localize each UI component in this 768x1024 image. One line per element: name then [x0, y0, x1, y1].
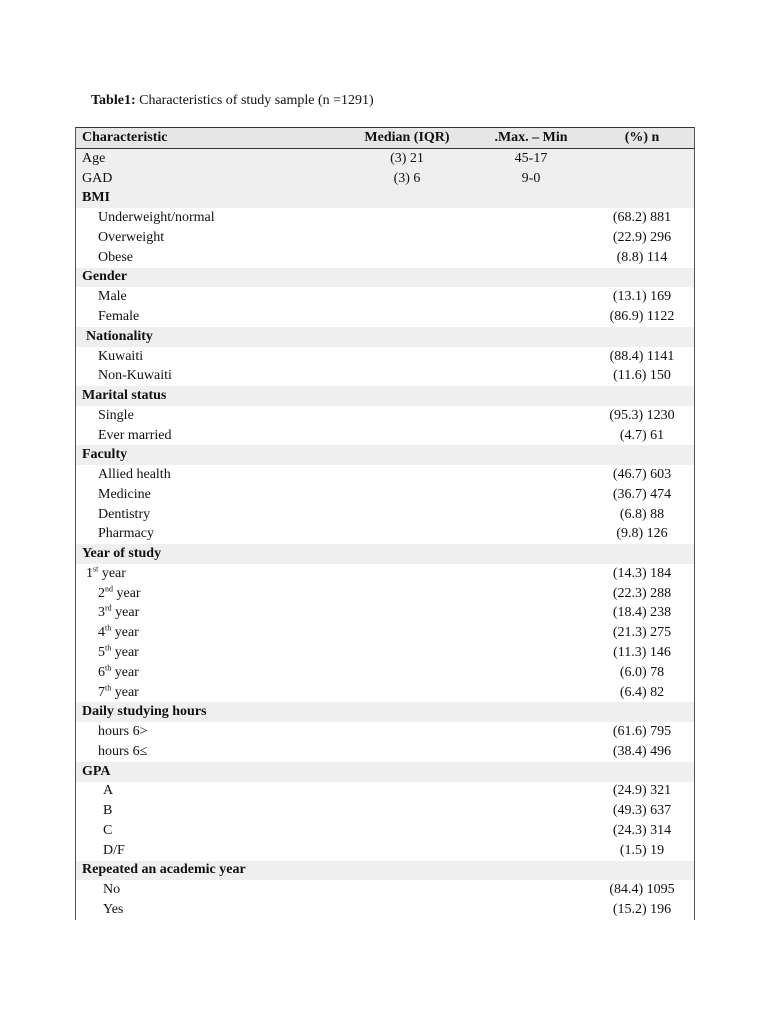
cell-percent: (21.3) 275: [612, 625, 672, 641]
cell-characteristic: Nationality: [86, 328, 153, 344]
table-group-row: [76, 327, 694, 347]
table-row: [76, 228, 694, 248]
cell-characteristic: [76, 566, 342, 582]
cell-percent: (11.3) 146: [613, 645, 671, 661]
cell-percent: (36.7) 474: [612, 486, 672, 502]
table-row: [76, 801, 694, 821]
cell-characteristic: C: [103, 822, 113, 838]
characteristics-table: [75, 127, 695, 920]
table-row: [76, 663, 694, 683]
cell-percent: (84.4) 1095: [609, 882, 675, 898]
table-row: [76, 880, 694, 900]
table-caption: [91, 93, 374, 109]
cell-characteristic: Ever married: [98, 427, 172, 443]
table-row: [76, 169, 694, 189]
table-caption-text: Characteristics of study sample (n =1291): [135, 93, 374, 108]
cell-characteristic: [76, 665, 342, 681]
table-group-row: [76, 762, 694, 782]
cell-median: (3) 21: [390, 150, 424, 166]
cell-percent: (11.6) 150: [613, 368, 671, 384]
cell-characteristic: BMI: [82, 190, 110, 206]
table-group-row: [76, 445, 694, 465]
table-row: [76, 742, 694, 762]
cell-characteristic: Obese: [98, 249, 133, 265]
year-number: 7: [98, 684, 105, 700]
header-percent: (%) n: [624, 130, 660, 145]
cell-percent: (15.2) 196: [612, 901, 672, 917]
cell-characteristic: Daily studying hours: [82, 704, 207, 720]
year-word: year: [111, 625, 139, 641]
table-row: [76, 485, 694, 505]
year-suffix: th: [105, 663, 112, 673]
cell-percent: (22.9) 296: [612, 229, 672, 245]
cell-characteristic: No: [103, 882, 121, 898]
year-suffix: st: [93, 564, 99, 574]
cell-characteristic: Single: [98, 407, 134, 423]
header-median: Median (IQR): [364, 130, 450, 145]
cell-characteristic: Female: [98, 309, 140, 324]
cell-percent: (1.5) 19: [619, 842, 665, 858]
year-word: year: [113, 585, 141, 601]
cell-percent: (38.4) 496: [612, 743, 672, 759]
table-row: [76, 406, 694, 426]
cell-characteristic: Male: [98, 289, 127, 305]
table-group-row: [76, 386, 694, 406]
cell-percent: (46.7) 603: [612, 467, 672, 483]
cell-median: (3) 6: [393, 170, 421, 186]
table-group-row: [76, 702, 694, 722]
cell-characteristic: Gender: [82, 269, 128, 285]
table-row: [76, 841, 694, 861]
cell-characteristic: [76, 645, 342, 661]
cell-range: 45-17: [514, 150, 548, 166]
cell-characteristic: D/F: [103, 842, 125, 858]
table-row: [76, 248, 694, 268]
year-word: year: [111, 684, 139, 700]
cell-characteristic: Dentistry: [98, 506, 151, 522]
cell-characteristic: GPA: [82, 763, 111, 779]
table-row: [76, 208, 694, 228]
cell-characteristic: Yes: [103, 901, 124, 917]
table-row: [76, 643, 694, 663]
cell-characteristic: hours 6≤: [98, 743, 148, 759]
table-group-row: [76, 189, 694, 209]
year-suffix: nd: [105, 584, 113, 594]
header-range: .Max. – Min: [494, 130, 568, 145]
table-body: [76, 149, 694, 920]
table-row: [76, 782, 694, 802]
table-row: [76, 900, 694, 920]
year-number: 3: [98, 605, 105, 621]
year-number: 6: [98, 664, 105, 680]
cell-characteristic: Year of study: [82, 546, 162, 562]
table-row: [76, 722, 694, 742]
table-caption-label: Table1:: [91, 93, 136, 108]
table-row: [76, 307, 694, 327]
table-row: [76, 149, 694, 169]
cell-characteristic: Faculty: [82, 447, 128, 463]
year-number: 1: [86, 565, 93, 581]
table-row: [76, 347, 694, 367]
table-header-row: [76, 127, 694, 149]
year-number: 4: [98, 625, 105, 641]
year-word: year: [111, 605, 140, 621]
cell-percent: (68.2) 881: [612, 210, 672, 226]
year-suffix: th: [105, 682, 112, 692]
table-row: [76, 525, 694, 545]
cell-percent: (95.3) 1230: [609, 407, 675, 423]
cell-percent: (6.0) 78: [619, 664, 665, 680]
year-word: year: [111, 664, 139, 680]
table-row: [76, 287, 694, 307]
year-suffix: th: [105, 643, 112, 653]
cell-percent: (86.9) 1122: [609, 309, 675, 324]
year-number: 2: [98, 585, 105, 601]
cell-characteristic: GAD: [82, 170, 113, 186]
cell-characteristic: Allied health: [98, 467, 171, 483]
cell-percent: (49.3) 637: [612, 803, 672, 819]
cell-characteristic: Repeated an academic year: [82, 862, 246, 878]
table-row: [76, 505, 694, 525]
cell-percent: (4.7) 61: [619, 427, 665, 443]
cell-characteristic: Medicine: [98, 486, 151, 502]
table-row: [76, 465, 694, 485]
cell-characteristic: B: [103, 803, 113, 819]
cell-characteristic: Non-Kuwaiti: [98, 368, 172, 384]
cell-percent: (6.4) 82: [619, 684, 665, 700]
cell-characteristic: Age: [82, 150, 106, 166]
table-group-row: [76, 861, 694, 881]
table-group-row: [76, 268, 694, 288]
cell-characteristic: Marital status: [82, 388, 167, 404]
cell-percent: (18.4) 238: [612, 605, 672, 621]
cell-percent: (6.8) 88: [619, 506, 665, 522]
cell-characteristic: Pharmacy: [98, 526, 154, 542]
cell-percent: (61.6) 795: [612, 724, 672, 740]
cell-percent: (14.3) 184: [612, 565, 672, 581]
cell-percent: (24.3) 314: [612, 822, 672, 838]
cell-characteristic: hours 6>: [98, 724, 148, 740]
year-suffix: rd: [105, 603, 112, 613]
cell-percent: (88.4) 1141: [609, 348, 675, 364]
table-group-row: [76, 544, 694, 564]
year-word: year: [111, 645, 139, 661]
cell-percent: (22.3) 288: [612, 585, 672, 601]
cell-percent: (9.8) 126: [616, 526, 668, 542]
table-row: [76, 821, 694, 841]
year-number: 5: [98, 645, 105, 661]
table-row: [76, 604, 694, 624]
cell-percent: (8.8) 114: [616, 249, 668, 265]
header-characteristic: Characteristic: [82, 130, 168, 145]
cell-percent: (24.9) 321: [612, 783, 672, 799]
cell-characteristic: A: [103, 783, 114, 799]
table-row: [76, 683, 694, 703]
cell-characteristic: Overweight: [98, 229, 165, 245]
table-row: [76, 564, 694, 584]
cell-percent: (13.1) 169: [612, 289, 672, 305]
year-word: year: [98, 565, 126, 581]
year-suffix: th: [105, 623, 112, 633]
table-row: [76, 426, 694, 446]
cell-characteristic: Underweight/normal: [98, 210, 215, 226]
cell-characteristic: [76, 625, 342, 641]
cell-characteristic: [76, 682, 342, 701]
cell-range: 9-0: [521, 170, 541, 186]
cell-characteristic: [76, 605, 342, 621]
table-row: [76, 584, 694, 604]
cell-characteristic: Kuwaiti: [98, 348, 144, 364]
table-row: [76, 623, 694, 643]
table-row: [76, 366, 694, 386]
cell-characteristic: [76, 586, 342, 602]
